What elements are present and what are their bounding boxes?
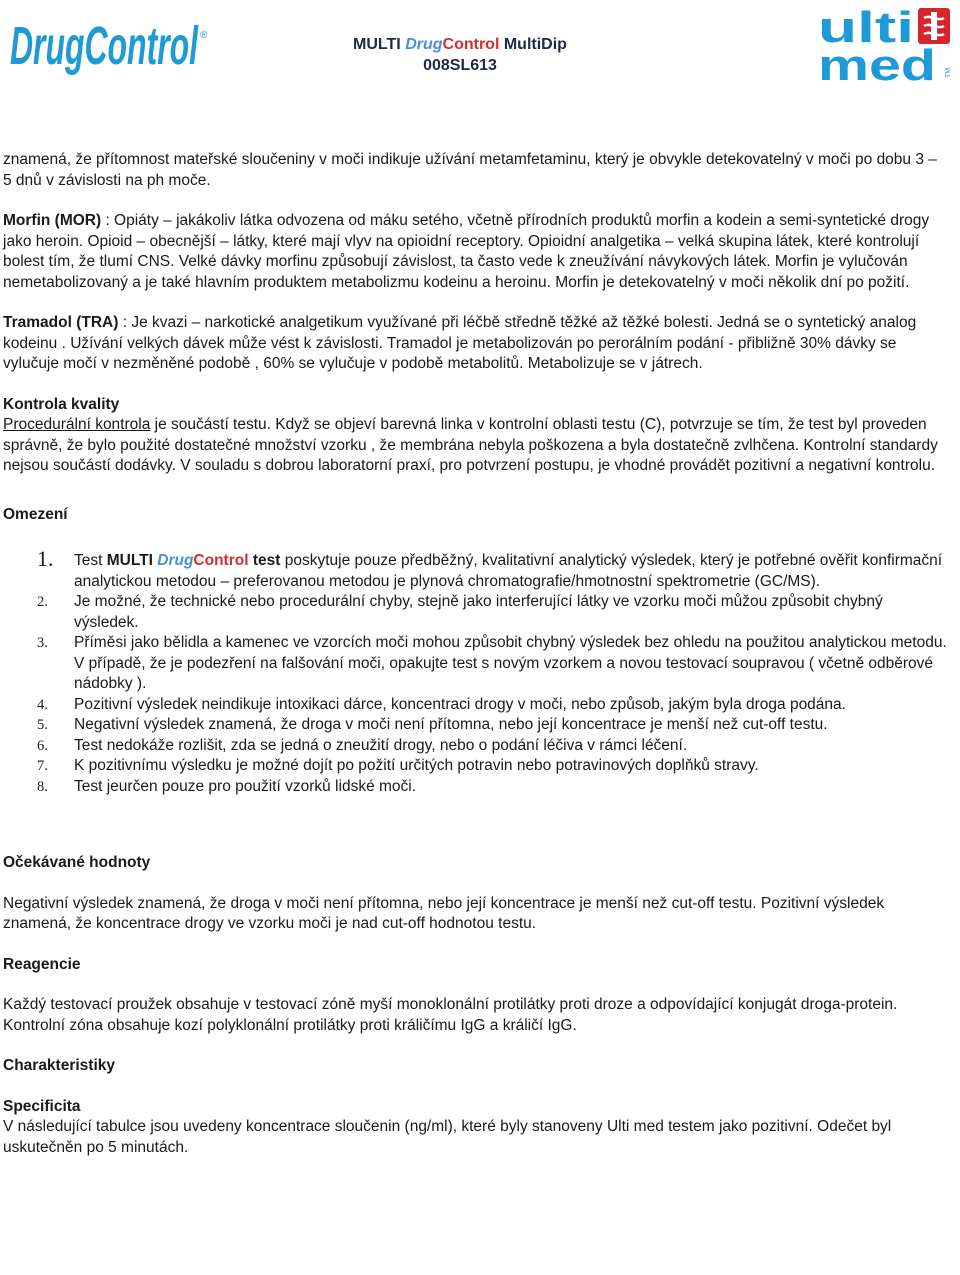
heading-specificity: Specificita (3, 1097, 81, 1115)
paragraph-metamfetamin-continued: znamená, že přítomnost mateřské sloučeniny v moči indikuje užívání metamfetaminu, který je obvykle detekovatelný v moči po dobu 3 – 5 dnů v závislosti na ph moče. (3, 151, 937, 189)
qc-text: je součástí testu. Když se objeví barevná linka v kontrolní oblasti testu (C), potvrzuje se tím, že test byl proveden správně, že bylo použité dostatečné množství vzorku , že membrána nebyla poškozena a byla dostatečně zvlhčena. Kontrolní standardy nejsou součástí dodávky. V souladu s dobrou laboratorní praxí, pro potvrzení postupu, je vhodné provádět pozitivní a negativní kontrolu. (3, 416, 938, 474)
title-prefix: MULTI (353, 36, 406, 53)
logo-left-registered: ® (200, 30, 208, 41)
limitation-item: 7. K pozitivnímu výsledku je možné dojít po požití určitých potravin nebo potravinových doplňků stravy. (37, 757, 759, 774)
limitation-item: 2. Je možné, že technické nebo procedurální chyby, stejně jako interferující látky ve vzorku moči můžou způsobit chybný výsledek. (37, 593, 883, 631)
heading-quality-control: Kontrola kvality (3, 395, 120, 413)
tramadol-label: Tramadol (TRA) (3, 314, 119, 331)
logo-left-text: DrugControl (10, 16, 199, 76)
heading-reagents: Reagencie (3, 955, 81, 973)
limitation-item: 8. Test jeurčen pouze pro použití vzorků lidské moči. (37, 777, 417, 795)
title-drug: Drug (405, 36, 443, 53)
limitation-number: 1. (37, 546, 54, 571)
logo-right-tm: TM (945, 67, 952, 78)
heading-expected-values: Očekávané hodnoty (3, 854, 151, 871)
procedural-control-text: Procedurální kontrola (3, 416, 151, 433)
title-control: Control (442, 36, 500, 53)
medical-cross-icon (918, 8, 950, 44)
limitation-item: 6. Test nedokáže rozlišit, zda se jedná o zneužití drogy, nebo o podání léčiva v rámci léčení. (37, 736, 688, 754)
morfin-text: : Opiáty – jakákoliv látka odvozena od máku setého, včetně přírodních produktů morfin a kodein a semi-syntetické drogy jako heroin. Opioid – obecnější – látky, které mají vlyv na opioidní receptory. Opioidní analgetika – velká skupina látek, které kontrolují bolest tím, že tlumí CNS. Velké dávky morfinu způsobují závislost, ta často vede k zneužívání návykových látek. Morfin je vylučován nemetabolizovaný a je také hlavním produktem metabolizmu kodeinu a heroinu. Morfin je detekovatelný v moči několik dní po požití. (3, 212, 930, 291)
logo-right-line1: ulti (818, 4, 914, 52)
paragraph-morfin (3, 211, 948, 293)
limitation-item: 1. Test MULTI DrugControl test poskytuje pouze předběžný, kvalitativní analytický výsledek, který je potřebné ověřit konfirmační analytickou metodou – preferovanou metodou je plynová chromatografie/hmotnostní spektrometrie (GC/MS). (37, 546, 943, 590)
product-code: 008SL613 (423, 57, 497, 74)
heading-characteristics: Charakteristiky (3, 1057, 116, 1074)
drugcontrol-logo (10, 8, 210, 80)
paragraph-tramadol (3, 313, 948, 375)
limitation-item: 5. Negativní výsledek znamená, že droga v moči není přítomna, nebo její koncentrace je menší než cut-off testu. (37, 716, 828, 733)
paragraph-reagents: Každý testovací proužek obsahuje v testovací zóně myší monoklonální protilátky proti droze a odpovídající konjugát droga-protein. Kontrolní zóna obsahuje kozí polyklonální protilátky proti králičímu IgG a králičí IgG. (3, 996, 898, 1034)
document-body (3, 150, 948, 1158)
limitation-item: 4. Pozitivní výsledek neindikuje intoxikaci dárce, koncentraci drogy v moči, nebo způsob, jakým byla droga podána. (37, 695, 846, 713)
paragraph-quality-control (3, 415, 948, 477)
limitation-item: 3. Příměsi jako bělidla a kamenec ve vzorcích moči mohou způsobit chybný výsledek bez ohledu na použitou analytickou metodu. V případě, že je podezření na falšování moči, opakujte test s novým vzorkem a novou testovací soupravou ( včetně odběrové nádobky ). (37, 634, 947, 692)
ultimed-logo (816, 4, 956, 84)
document-title (310, 34, 610, 76)
tramadol-text: : Je kvazi – narkotické analgetikum využívané při léčbě středně těžké až těžké bolesti. Jedná se o syntetický analog kodeinu . Užívání velkých dávek může vést k závislosti. Tramadol je metabolizován po perorálním podání - přibližně 30% dávky se vylučuje močí v nezměněné podobě , 60% se vylučuje v podobě metabolitů. Metabolizuje se v játrech. (3, 314, 917, 372)
limitations-list (3, 546, 948, 797)
title-suffix: MultiDip (499, 36, 567, 53)
paragraph-expected-values: Negativní výsledek znamená, že droga v moči není přítomna, nebo její koncentrace je menší než cut-off testu. Pozitivní výsledek znamená, že koncentrace drogy ve vzorku moči je nad cut-off hodnotou testu. (3, 894, 885, 932)
morfin-label: Morfin (MOR) (3, 212, 102, 229)
heading-limitations: Omezení (3, 505, 68, 523)
product-title-line (310, 34, 610, 55)
logo-right-line2: med (818, 41, 936, 84)
paragraph-specificity: V následující tabulce jsou uvedeny koncentrace sloučenin (ng/ml), které byly stanoveny Ulti med testem jako pozitivní. Odečet byl uskutečněn po 5 minutách. (3, 1118, 892, 1156)
